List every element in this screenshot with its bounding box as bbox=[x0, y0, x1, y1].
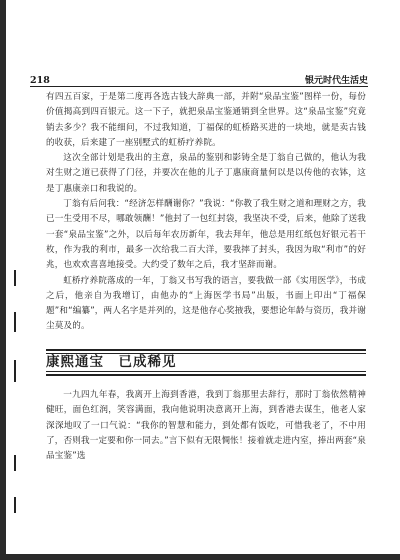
paragraph-5: 一九四九年春，我离开上海到香港，我到丁翁那里去辞行，那时丁翁依然精神健旺，面色红润，笑容满面，我向他说明决意离开上海，到香港去谋生，他老人家深深地叹了一口气说：“我你的智慧和能力，到处都有饭吃，可惜我老了，不中用了，否则我一定要和你一同去。”言下似有无限惆怅！接着就走进内室，捧出两套“泉品宝鉴”选 bbox=[46, 390, 366, 462]
paragraph-4: 虹桥疗养院落成的一年，丁翁又书写我的语言，要我做一部《实用医学》，书成之后，他亲自为我增订，由他办的“上海医学书局”出版，书面上印出“丁福保题”和“编纂”，两人名字是并列的，这是他存心奖掖我，要想论年龄与资历，我并谢尘莫及的。 bbox=[46, 275, 366, 332]
paragraph-2: 这次全部计划是我出的主意，泉品的鉴别和影铸全是丁翁自己做的，他认为我对生财之道已获得了门径，并要次在他的儿子丁惠康商量何以是以传他的衣钵，这是丁惠康亲口和我说的。 bbox=[46, 153, 366, 194]
margin-marks bbox=[14, 0, 18, 560]
page-header bbox=[30, 68, 368, 87]
page-body bbox=[46, 90, 366, 465]
scan-frame-left bbox=[0, 0, 6, 560]
scan-frame-bottom bbox=[0, 554, 400, 560]
page-number: 218 bbox=[30, 75, 50, 86]
running-title: 银元时代生活史 bbox=[304, 76, 368, 86]
paragraph-1: 有四五百家，于是第二度再各选古钱大辞典一部，并附“泉品宝鉴”图样一份，每份价值揭高到四百银元。这一下子，就把泉品宝鉴通销到全世界。这“泉品宝鉴”究竟销去多少？我不能细问，不过我知道，丁福保的虹桥路买进的一块地，就是卖古钱的收获，后来建了一座别墅式的虹桥疗养院。 bbox=[46, 92, 366, 148]
section-title: 康熙通宝 已成稀见 bbox=[46, 349, 366, 376]
paragraph-3: 丁翁有后问我：“经济怎样酬谢你？”我说：“你教了我生财之道和理财之方，我已一生受用不尽，哪敢领酬！”他封了一包红封袋，我坚决不受，后来，他除了送我一套“泉品宝鉴”之外，以后每年农历新年，我去拜年，他总是用红纸包好银元若干枚，作为我的利市，最多一次给我二百大洋，要我摔了封头，我因为取“利市”的好兆，也欢欢喜喜地接受。大约受了数年之后，我才坚辞而谢。 bbox=[46, 199, 366, 271]
